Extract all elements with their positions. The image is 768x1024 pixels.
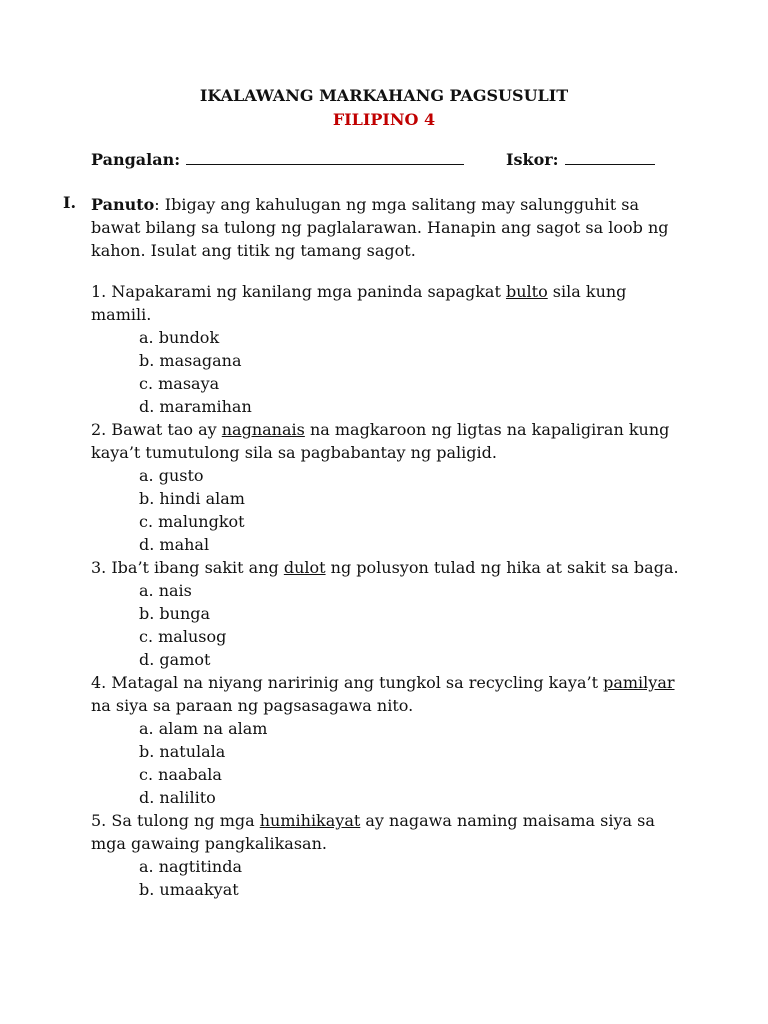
underlined-word: nagnanais [221, 420, 305, 439]
choice-item: d. maramihan [139, 397, 252, 416]
choice-item: b. umaakyat [139, 880, 239, 899]
underlined-word: pamilyar [603, 673, 675, 692]
question-text [91, 671, 691, 717]
choice-item: d. mahal [139, 535, 210, 554]
choice-list [91, 464, 691, 556]
question-text-end: na siya sa paraan ng pagsasagawa nito. [91, 696, 414, 715]
choice-item: d. nalilito [139, 788, 216, 807]
name-label: Pangalan: [91, 150, 181, 169]
question-item [91, 809, 691, 901]
underlined-word: bulto [505, 282, 548, 301]
question-item [91, 418, 691, 556]
choice-item: a. alam na alam [139, 719, 268, 738]
choice-item: b. bunga [139, 604, 211, 623]
subject-title: FILIPINO 4 [332, 110, 436, 129]
choice-item: a. nais [139, 581, 192, 600]
choice-item: a. gusto [139, 466, 204, 485]
question-item [91, 556, 691, 671]
choice-list [91, 855, 691, 901]
name-blank-line[interactable] [186, 150, 464, 165]
choice-item: c. malungkot [139, 512, 245, 531]
instructions [91, 193, 691, 262]
choice-item: c. masaya [139, 374, 220, 393]
name-field [91, 150, 464, 169]
page-title: IKALAWANG MARKAHANG PAGSUSULIT [199, 86, 569, 105]
score-blank-line[interactable] [565, 150, 655, 165]
choice-item: a. nagtitinda [139, 857, 242, 876]
question-text-end: ng polusyon tulad ng hika at sakit sa baga. [325, 558, 679, 577]
question-text-start: 2. Bawat tao ay [91, 420, 222, 439]
underlined-word: humihikayat [259, 811, 361, 830]
section-number: I. [63, 193, 77, 212]
question-text-start: 3. Iba’t ibang sakit ang [91, 558, 284, 577]
question-text-end: na magkaroon ng ligtas na kapaligiran kung kaya’t tumutulong sila sa pagbabantay ng paligid. [91, 420, 670, 462]
question-text-start: 5. Sa tulong ng mga [91, 811, 260, 830]
choice-item: c. naabala [139, 765, 222, 784]
question-text [91, 809, 691, 855]
instructions-text: : Ibigay ang kahulugan ng mga salitang may salungguhit sa bawat bilang sa tulong ng paglalarawan. Hanapin ang sagot sa loob ng kahon. Isulat ang titik ng tamang sagot. [91, 195, 669, 260]
choice-item: c. malusog [139, 627, 227, 646]
question-text [91, 556, 691, 579]
question-text-end: sila kung mamili. [91, 282, 627, 324]
instructions-label: Panuto [91, 195, 155, 214]
score-field [506, 150, 655, 169]
choice-list [91, 717, 691, 809]
choice-item: b. hindi alam [139, 489, 245, 508]
question-text-end: ay nagawa naming maisama siya sa mga gawaing pangkalikasan. [91, 811, 655, 853]
choice-item: a. bundok [139, 328, 220, 347]
score-label: Iskor: [506, 150, 559, 169]
question-item [91, 671, 691, 809]
choice-item: d. gamot [139, 650, 211, 669]
question-text-start: 1. Napakarami ng kanilang mga paninda sapagkat [91, 282, 506, 301]
underlined-word: dulot [283, 558, 326, 577]
choice-list [91, 326, 691, 418]
choice-item: b. masagana [139, 351, 242, 370]
question-item [91, 280, 691, 418]
question-list [91, 280, 691, 901]
question-text-start: 4. Matagal na niyang naririnig ang tungkol sa recycling kaya’t [91, 673, 604, 692]
choice-list [91, 579, 691, 671]
question-text [91, 418, 691, 464]
question-text [91, 280, 691, 326]
choice-item: b. natulala [139, 742, 226, 761]
